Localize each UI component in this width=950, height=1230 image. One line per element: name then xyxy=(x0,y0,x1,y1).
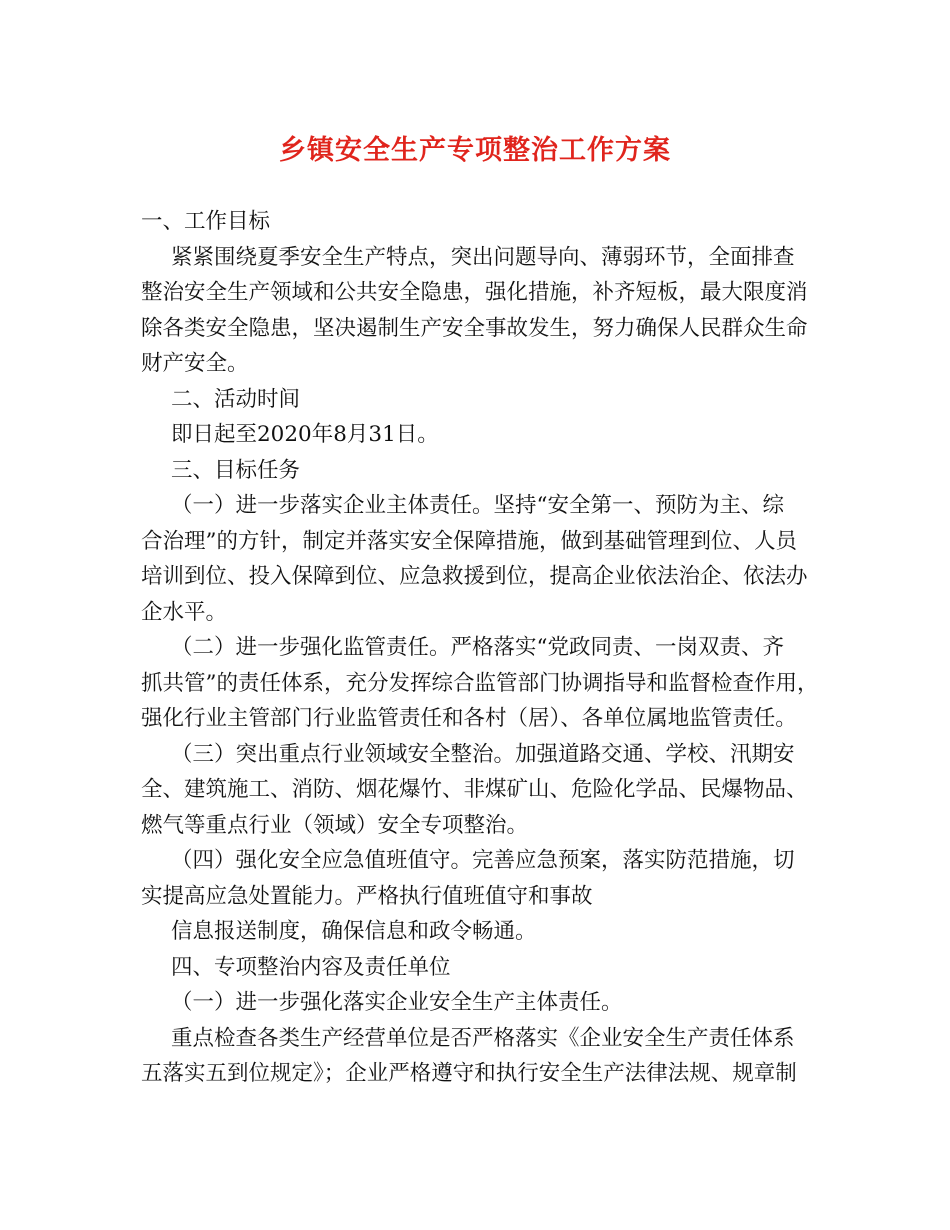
body-line: 抓共管”的责任体系，充分发挥综合监管部门协调指导和监督检查作用， xyxy=(141,670,819,696)
body-line: 三、目标任务 xyxy=(171,457,301,483)
body-line: 四、专项整治内容及责任单位 xyxy=(171,954,451,980)
body-line: 强化行业主管部门行业监管责任和各村（居）、各单位属地监管责任。 xyxy=(141,706,797,731)
body-line: 即日起至2020年8月31日。 xyxy=(171,422,439,447)
body-line: 全、建筑施工、消防、烟花爆竹、非煤矿山、危险化学品、民爆物品、 xyxy=(141,777,808,802)
body-line: 培训到位、投入保障到位、应急救援到位，提高企业依法治企、依法办 xyxy=(141,564,808,589)
body-line: 重点检查各类生产经营单位是否严格落实《企业安全生产责任体系 xyxy=(171,1025,795,1051)
body-line: （一）进一步落实企业主体责任。坚持“安全第一、预防为主、综 xyxy=(171,493,784,518)
body-line: 合治理”的方针，制定并落实安全保障措施，做到基础管理到位、人员 xyxy=(141,528,797,554)
body-line: 实提高应急处置能力。严格执行值班值守和事故 xyxy=(141,883,593,909)
body-line: 紧紧围绕夏季安全生产特点，突出问题导向、薄弱环节，全面排查 xyxy=(171,244,795,270)
body-line: 财产安全。 xyxy=(141,351,249,376)
document-body xyxy=(141,204,821,1092)
body-line: 企水平。 xyxy=(141,599,228,625)
body-line: （一）进一步强化落实企业安全生产主体责任。 xyxy=(171,990,623,1015)
body-line: （二）进一步强化监管责任。严格落实“党政同责、一岗双责、齐 xyxy=(171,635,784,660)
body-line: 一、工作目标 xyxy=(141,209,271,234)
body-line: 除各类安全隐患，坚决遏制生产安全事故发生，努力确保人民群众生命 xyxy=(141,315,808,341)
body-line: 二、活动时间 xyxy=(171,386,301,412)
body-line: 燃气等重点行业（领域）安全专项整治。 xyxy=(141,812,529,838)
body-line: （三）突出重点行业领域安全整治。加强道路交通、学校、汛期安 xyxy=(171,741,795,767)
body-line: 五落实五到位规定》；企业严格遵守和执行安全生产法律法规、规章制 xyxy=(141,1061,797,1086)
body-line: 信息报送制度，确保信息和政令畅通。 xyxy=(171,919,537,944)
body-line: （四）强化安全应急值班值守。完善应急预案，落实防范措施，切 xyxy=(171,848,795,873)
document-title: 乡镇安全生产专项整治工作方案 xyxy=(279,135,671,166)
body-line: 整治安全生产领域和公共安全隐患，强化措施，补齐短板，最大限度消 xyxy=(141,280,808,305)
